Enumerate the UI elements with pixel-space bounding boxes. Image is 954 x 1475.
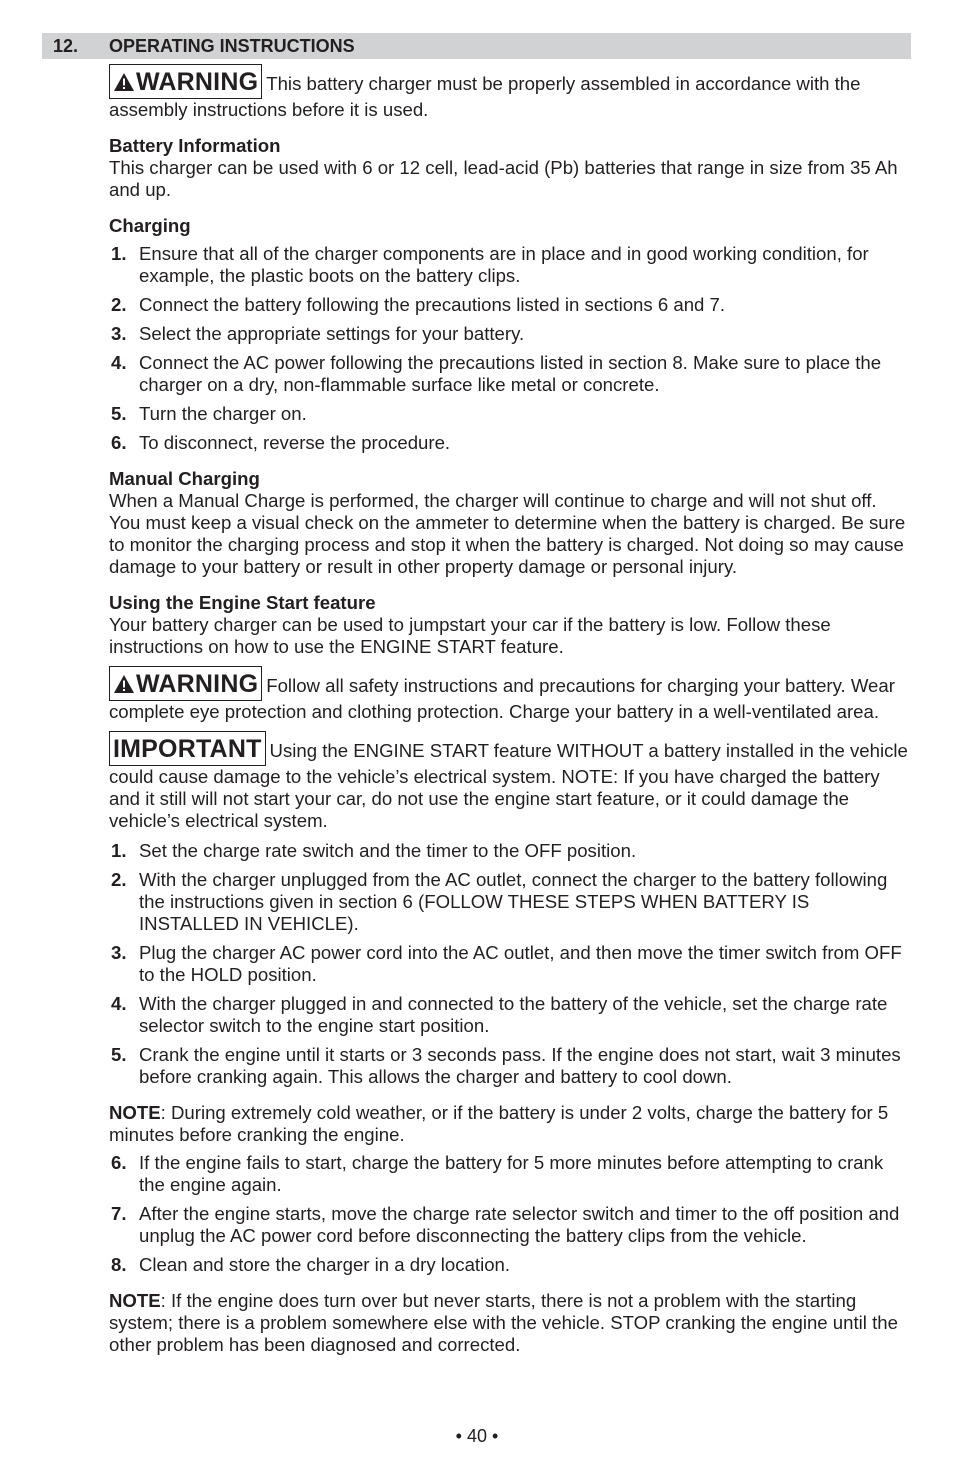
step-number: 6.: [111, 432, 127, 453]
step-text: Connect the AC power following the precautions listed in section 8. Make sure to place the charger on a dry, non-flammable surface like metal or concrete.: [139, 352, 882, 395]
step-number: 8.: [111, 1254, 127, 1275]
step-text: Plug the charger AC power cord into the AC outlet, and then move the timer switch from OFF to the HOLD position.: [139, 942, 902, 985]
note-text: : If the engine does turn over but never starts, there is not a problem with the starting system; there is a problem somewhere else with the vehicle. STOP cranking the engine until the other problem has been diagnosed and corrected.: [109, 1290, 898, 1355]
engine-start-important: [109, 731, 909, 832]
manual-charging-heading: Manual Charging: [109, 468, 260, 489]
list-item: [109, 1203, 909, 1247]
list-item: [109, 1254, 909, 1276]
step-number: 4.: [111, 993, 127, 1014]
list-item: [109, 294, 909, 316]
section-title: OPERATING INSTRUCTIONS: [109, 36, 355, 56]
step-number: 7.: [111, 1203, 127, 1224]
warning-triangle-icon: [113, 674, 135, 694]
main-content: [109, 64, 909, 1356]
engine-start-steps-a: [109, 840, 909, 1088]
list-item: [109, 1044, 909, 1088]
step-text: Set the charge rate switch and the timer to the OFF position.: [139, 840, 637, 861]
warning-label: WARNING: [136, 68, 259, 96]
list-item: [109, 942, 909, 986]
section-header: [42, 33, 911, 59]
list-item: [109, 352, 909, 396]
page-number: • 40 •: [455, 1426, 499, 1446]
note-label: NOTE: [109, 1102, 161, 1123]
engine-start-warning: [109, 666, 909, 723]
step-text: Connect the battery following the precautions listed in sections 6 and 7.: [139, 294, 726, 315]
note-text: : During extremely cold weather, or if the battery is under 2 volts, charge the battery for 5 minutes before cranking the engine.: [109, 1102, 889, 1145]
charging-steps: [109, 243, 909, 454]
warning-badge: [109, 64, 262, 99]
list-item: [109, 403, 909, 425]
list-item: [109, 1152, 909, 1196]
step-text: With the charger unplugged from the AC outlet, connect the charger to the battery following the instructions given in section 6 (FOLLOW THESE STEPS WHEN BATTERY IS INSTALLED IN VEHICLE).: [139, 869, 888, 934]
list-item: [109, 840, 909, 862]
step-number: 2.: [111, 294, 127, 315]
engine-start-warning-text: Follow all safety instructions and precautions for charging your battery. Wear complete eye protection and clothing protection. Charge your battery in a well-ventilated area.: [109, 675, 895, 722]
list-item: [109, 869, 909, 935]
step-text: Turn the charger on.: [139, 403, 307, 424]
step-text: After the engine starts, move the charge rate selector switch and timer to the off position and unplug the AC power cord before disconnecting the battery clips from the vehicle.: [139, 1203, 900, 1246]
step-number: 4.: [111, 352, 127, 373]
engine-start-heading: Using the Engine Start feature: [109, 592, 376, 613]
step-text: To disconnect, reverse the procedure.: [139, 432, 451, 453]
list-item: [109, 993, 909, 1037]
charging-heading: Charging: [109, 215, 191, 236]
step-text: If the engine fails to start, charge the battery for 5 more minutes before attempting to crank the engine again.: [139, 1152, 884, 1195]
step-text: Select the appropriate settings for your battery.: [139, 323, 525, 344]
list-item: [109, 323, 909, 345]
step-number: 1.: [111, 840, 127, 861]
engine-start-important-text: Using the ENGINE START feature WITHOUT a battery installed in the vehicle could cause damage to the vehicle’s electrical system. NOTE: If you have charged the battery and it still will not start your car, do not use the engine start feature, or it could damage the vehicle’s electrical system.: [109, 740, 908, 831]
note-cold-weather: [109, 1102, 909, 1146]
step-number: 1.: [111, 243, 127, 264]
manual-charging-text: When a Manual Charge is performed, the charger will continue to charge and will not shut off. You must keep a visual check on the ammeter to determine when the battery is charged. Be sure to monitor the charging process and stop it when the battery is charged. Not doing so may cause damage to your battery or result in other property damage or personal injury.: [109, 490, 906, 577]
step-number: 2.: [111, 869, 127, 890]
engine-start-text: Your battery charger can be used to jumpstart your car if the battery is low. Follow these instructions on how to use the ENGINE START feature.: [109, 614, 831, 657]
important-badge: [109, 731, 266, 766]
step-text: Clean and store the charger in a dry location.: [139, 1254, 511, 1275]
step-text: With the charger plugged in and connected to the battery of the vehicle, set the charge rate selector switch to the engine start position.: [139, 993, 888, 1036]
step-number: 3.: [111, 323, 127, 344]
step-text: Crank the engine until it starts or 3 seconds pass. If the engine does not start, wait 3 minutes before cranking again. This allows the charger and battery to cool down.: [139, 1044, 901, 1087]
warning-triangle-icon: [113, 72, 135, 92]
step-number: 6.: [111, 1152, 127, 1173]
warning-label: WARNING: [136, 670, 259, 698]
list-item: [109, 432, 909, 454]
section-number: 12.: [53, 36, 79, 56]
note-label: NOTE: [109, 1290, 161, 1311]
note-engine-turns-over: [109, 1290, 909, 1356]
step-number: 5.: [111, 403, 127, 424]
important-label: IMPORTANT: [113, 735, 262, 763]
intro-warning-text: This battery charger must be properly assembled in accordance with the assembly instructions before it is used.: [109, 73, 861, 120]
list-item: [109, 243, 909, 287]
engine-start-steps-b: [109, 1152, 909, 1276]
step-number: 5.: [111, 1044, 127, 1065]
battery-info-text: This charger can be used with 6 or 12 cell, lead-acid (Pb) batteries that range in size from 35 Ah and up.: [109, 157, 898, 200]
battery-info-heading: Battery Information: [109, 135, 281, 156]
step-text: Ensure that all of the charger components are in place and in good working condition, for example, the plastic boots on the battery clips.: [139, 243, 869, 286]
warning-badge: [109, 666, 262, 701]
intro-warning: [109, 64, 909, 121]
step-number: 3.: [111, 942, 127, 963]
